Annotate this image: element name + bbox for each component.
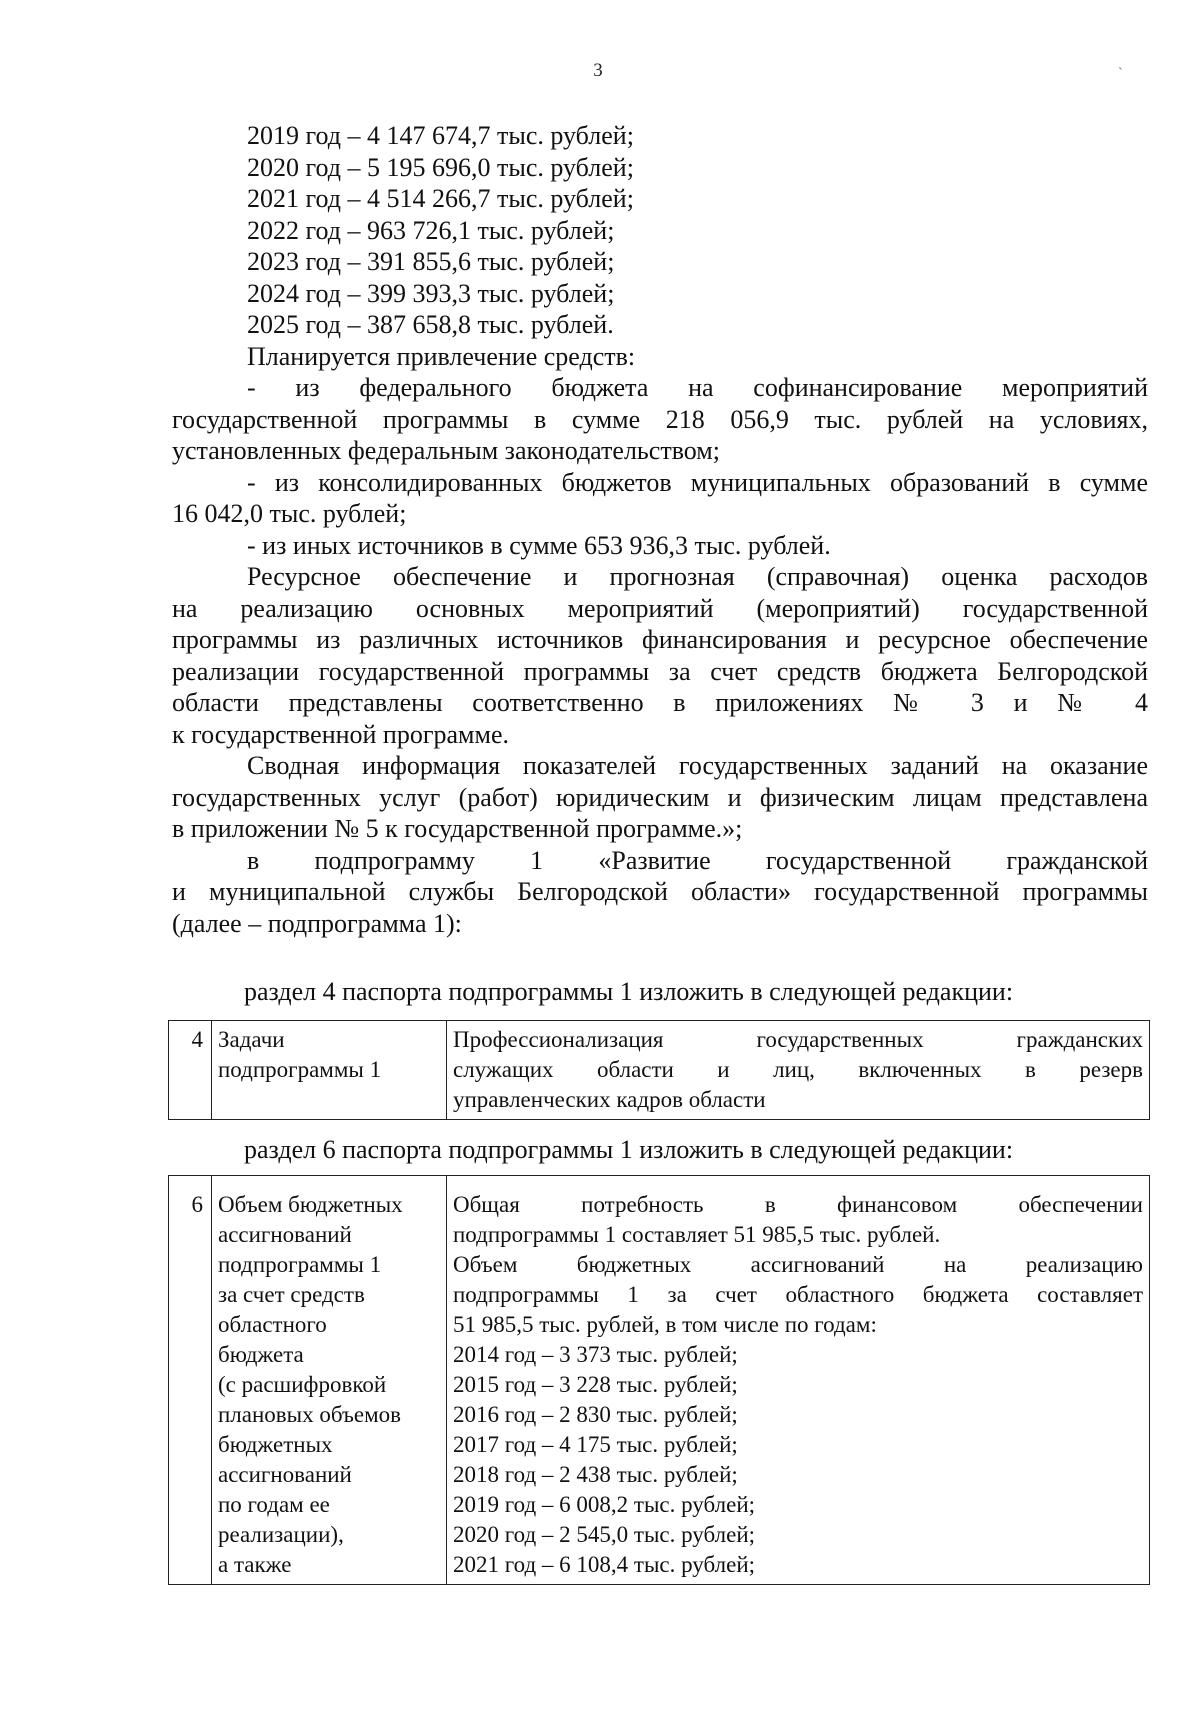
other-sources: - из иных источников в сумме 653 936,3 тыс. рублей. — [247, 530, 831, 560]
label-line: реализации), — [218, 1522, 344, 1547]
subprogram-line-1: в подпрограмму 1 «Развитие государственной гражданской — [247, 845, 1148, 875]
label-line: Объем бюджетных — [218, 1192, 403, 1217]
year-line: 2022 год – 963 726,1 тыс. рублей; — [247, 215, 615, 245]
year-funding-line: 2018 год – 2 438 тыс. рублей; — [453, 1462, 738, 1487]
federal-line-2: государственной программы в сумме 218 056,9 тыс. рублей на условиях, — [172, 404, 1148, 434]
row-number: 6 — [169, 1176, 212, 1585]
year-funding-line: 2017 год – 4 175 тыс. рублей; — [453, 1432, 738, 1457]
label-line: а также — [218, 1552, 292, 1577]
content-line: подпрограммы 1 составляет 51 985,5 тыс. рублей. — [453, 1222, 941, 1247]
label-line: (с расшифровкой — [218, 1372, 387, 1397]
federal-line-1: - из федерального бюджета на софинансирование мероприятий — [247, 373, 1148, 402]
section4-heading: раздел 4 паспорта подпрограммы 1 изложить в следующей редакции: — [244, 977, 1014, 1006]
year-line: 2024 год – 399 393,3 тыс. рублей; — [247, 278, 615, 308]
year-line: 2025 год – 387 658,8 тыс. рублей. — [247, 310, 614, 339]
resource-line-3: программы из различных источников финансирования и ресурсное обеспечение — [172, 625, 1148, 654]
content-line: управленческих кадров области — [453, 1087, 766, 1112]
section4-table — [168, 1020, 1150, 1120]
content-line: служащих области и лиц, включенных в резерв — [453, 1057, 1143, 1082]
section6-table — [168, 1175, 1150, 1585]
row-label — [212, 1176, 447, 1585]
section6-heading: раздел 6 паспорта подпрограммы 1 изложить в следующей редакции: — [244, 1135, 1014, 1164]
label-line: за счет средств — [218, 1282, 365, 1307]
resource-line-2: на реализацию основных мероприятий (мероприятий) государственной — [172, 593, 1148, 623]
row-content — [447, 1021, 1150, 1120]
content-line: Объем бюджетных ассигнований на реализацию — [453, 1252, 1143, 1277]
year-funding-line: 2016 год – 2 830 тыс. рублей; — [453, 1402, 738, 1427]
subprogram-line-2: и муниципальной службы Белгородской области» государственной программы — [172, 877, 1148, 906]
year-line: 2021 год – 4 514 266,7 тыс. рублей; — [247, 184, 634, 213]
label-line: бюджета — [218, 1342, 304, 1367]
label-line: подпрограммы 1 — [218, 1057, 382, 1082]
resource-line-4: реализации государственной программы за счет средств бюджета Белгородской — [172, 656, 1148, 686]
resource-line-1: Ресурсное обеспечение и прогнозная (справочная) оценка расходов — [247, 562, 1148, 591]
content-line: 51 985,5 тыс. рублей, в том числе по годам: — [453, 1312, 877, 1337]
summary-line-2: государственных услуг (работ) юридическим и физическим лицам представлена — [172, 782, 1148, 812]
label-line: ассигнований — [218, 1462, 352, 1487]
year-funding-line: 2021 год – 6 108,4 тыс. рублей; — [453, 1552, 756, 1577]
label-line: подпрограммы 1 — [218, 1252, 382, 1277]
row-number: 4 — [169, 1021, 212, 1120]
year-funding-line: 2015 год – 3 228 тыс. рублей; — [453, 1372, 738, 1397]
year-funding-line: 2014 год – 3 373 тыс. рублей; — [453, 1342, 738, 1367]
content-line: Профессионализация государственных гражданских — [453, 1027, 1143, 1052]
content-line: Общая потребность в финансовом обеспечении — [453, 1192, 1143, 1217]
label-line: Задачи — [218, 1027, 285, 1052]
plan-intro: Планируется привлечение средств: — [247, 341, 636, 371]
year-line: 2020 год – 5 195 696,0 тыс. рублей; — [247, 152, 634, 182]
label-line: плановых объемов — [218, 1402, 402, 1427]
row-content — [447, 1176, 1150, 1585]
page-number: 3 — [593, 60, 603, 81]
resource-line-6: к государственной программе. — [172, 719, 509, 749]
content-line: подпрограммы 1 за счет областного бюджета составляет — [453, 1282, 1143, 1307]
year-funding-line: 2019 год – 6 008,2 тыс. рублей; — [453, 1492, 756, 1517]
summary-line-3: в приложении № 5 к государственной программе.»; — [172, 814, 743, 843]
summary-line-1: Сводная информация показателей государственных заданий на оказание — [247, 751, 1148, 780]
year-line: 2023 год – 391 855,6 тыс. рублей; — [247, 247, 615, 276]
table-row — [169, 1021, 1150, 1120]
year-line: 2019 год – 4 147 674,7 тыс. рублей; — [247, 121, 634, 150]
label-line: областного — [218, 1312, 327, 1337]
label-line: по годам ее — [218, 1492, 330, 1517]
federal-line-3: установленных федеральным законодательством; — [172, 436, 720, 465]
label-line: ассигнований — [218, 1222, 352, 1247]
scan-mark: ` — [1118, 66, 1123, 81]
resource-line-5: области представлены соответственно в приложениях № 3 и № 4 — [172, 688, 1148, 717]
municipal-line-2: 16 042,0 тыс. рублей; — [172, 499, 407, 528]
table-row — [169, 1176, 1150, 1585]
body-text — [172, 120, 1148, 939]
municipal-line-1: - из консолидированных бюджетов муниципальных образований в сумме — [247, 467, 1148, 497]
year-funding-line: 2020 год – 2 545,0 тыс. рублей; — [453, 1522, 756, 1547]
label-line: бюджетных — [218, 1432, 333, 1457]
row-label — [212, 1021, 447, 1120]
subprogram-line-3: (далее – подпрограмма 1): — [172, 908, 462, 938]
